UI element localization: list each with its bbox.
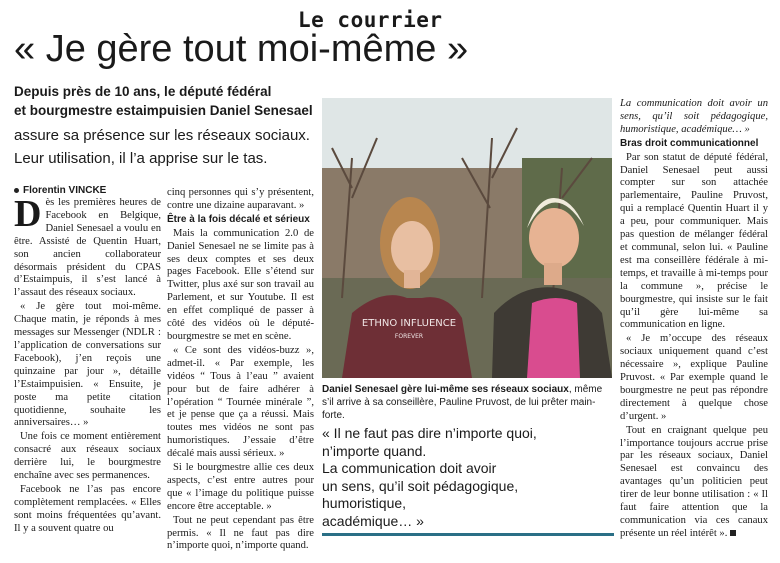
- paragraph: « Ce sont des vidéos-buzz », admet-il. « Par exemple, les vidéos “ Tous à l’eau ” avaient pour but de faire adhérer à l’opération “ Tournée minérale ”, et je pense que ça a réussi. Mais toutes mes vidéos ne sont pas humoristiques. J’essaie d’être décalé mais aussi sérieux. »: [167, 344, 314, 460]
- paragraph: Une fois ce moment entièrement consacré aux réseaux sociaux derrière lui, le bourgmestre enchaîne avec ses permanences.: [14, 431, 161, 482]
- quote-line: n’importe quand.: [322, 442, 427, 459]
- paragraph: cinq personnes qui s’y présentent, contre une dizaine auparavant. »: [167, 187, 314, 211]
- deck-bold: [14, 82, 314, 120]
- paragraph: Si le bourgmestre allie ces deux aspects, c’est entre autres pour que « l’image du politique puisse encore être acceptable. »: [167, 462, 314, 512]
- paragraph: Par son statut de député fédéral, Daniel Senesael peut aussi compter sur son attachée parlementaire, Pauline Pruvost, qui a remplacé Quentin Huart il y a peu, pour communiquer. Mais pas question de mélanger fédéral et communal, selon lui. « Pauline est ma conseillère fédérale à mi-temps, et travaille à mi-temps pour la commune », précise le bourgmestre, qui insiste sur le fait qu’il gère lui-même sa communication en ligne.: [620, 151, 768, 331]
- pull-quote: [322, 425, 612, 530]
- headline: « Je gère tout moi-même »: [14, 28, 469, 70]
- paragraph: Tout ne peut cependant pas être permis. « Il ne faut pas dire n’importe quoi, n’importe quand.: [167, 514, 314, 552]
- quote-line: un sens, qu’il soit pédagogique,: [322, 477, 519, 494]
- article-column-3: [620, 98, 768, 542]
- paragraph: Facebook ne l’as pas encore complètement remplacées. « Elles sont moins fréquentées qu’avant. Il y a souvent quatre ou: [14, 483, 161, 534]
- paragraph: « Je gère tout moi-même. Chaque matin, je réponds à mes messages sur Messenger (NDLR : l’application de conversations sur Facebook), j’en reçois une quinzaine par jour », détaille l’Estaimpuisien. « Ensuite, je poste ma petite citation quotidienne, souhaite les anniversaires… »: [14, 301, 161, 429]
- paragraph: Dès les premières heures de Facebook en Belgique, Daniel Senesael a voulu en être. Assisté de Quentin Huart, son ancien collaborateur désormais président du CPAS d’Estaimpuis, il s’est lancé à l’assaut des réseaux sociaux.: [14, 193, 161, 299]
- deck-line-4: Leur utilisation, il l’a apprise sur le tas.: [14, 150, 268, 167]
- article-photo: [322, 98, 612, 378]
- paragraph: Mais la communication 2.0 de Daniel Senesael ne se limite pas à ses deux comptes et ses deux pages Facebook. Elle s’étend sur Twitter, plus axé sur son travail au Parlement, et sur Youtube. Il est en effet compliqué de passer à côté des vidéos où le député-bourgmestre se met en scène.: [167, 227, 314, 342]
- shirt-text-line-2: FOREVER: [394, 333, 424, 340]
- deck-line-1: Depuis près de 10 ans, le député fédéral: [14, 84, 272, 99]
- photo-illustration: [322, 98, 612, 378]
- deck-line-3: assure sa présence sur les réseaux sociaux.: [14, 127, 310, 144]
- end-mark-icon: [730, 530, 736, 536]
- photo-caption: [322, 383, 614, 422]
- caption-rest: , même s’il arrive à sa conseillère, Pauline Pruvost, de lui prêter main-forte.: [322, 384, 603, 421]
- subheading: Bras droit communicationnel: [620, 137, 759, 149]
- deck-regular: [14, 124, 314, 170]
- deck-line-2: et bourgmestre estaimpuisien Daniel Senesael: [14, 103, 313, 118]
- subheading: Être à la fois décalé et sérieux: [167, 213, 310, 225]
- publication-name: Le courrier: [298, 8, 443, 32]
- quote-line: La communication doit avoir: [322, 460, 497, 476]
- article-column-2: [167, 187, 314, 554]
- paragraph: « Je m’occupe des réseaux sociaux uniquement quand c’est nécessaire », explique Pauline Pruvost. « Par exemple quand le bourgmestre ne peut pas répondre directement à quelque chose d’urgent. »: [620, 333, 768, 422]
- quote-line: humoristique,: [322, 495, 407, 511]
- quote-line: académique… »: [322, 512, 424, 529]
- author-name: Florentin VINCKE: [23, 185, 107, 196]
- paragraph: Tout en craignant quelque peu l’importance toujours accrue prise par les réseaux sociaux, Daniel Senesael est convaincu des avantages qu’un politicien peut tirer de leur bonne utilisation : « Il faut faire attention que la communication via ces canaux présente un réel intérêt ».: [620, 424, 768, 539]
- caption-bold: Daniel Senesael gère lui-même ses réseaux sociaux: [322, 384, 569, 395]
- quote-line: « Il ne faut pas dire n’importe quoi,: [322, 425, 537, 441]
- quote-rule: [322, 533, 614, 536]
- shirt-text-line-1: ETHNO INFLUENCE: [361, 318, 457, 329]
- article-column-1: [14, 193, 161, 537]
- paragraph: La communication doit avoir un sens, qu’il soit pédagogique, humoristique, académique… »: [620, 98, 768, 135]
- drop-cap: D: [14, 193, 42, 235]
